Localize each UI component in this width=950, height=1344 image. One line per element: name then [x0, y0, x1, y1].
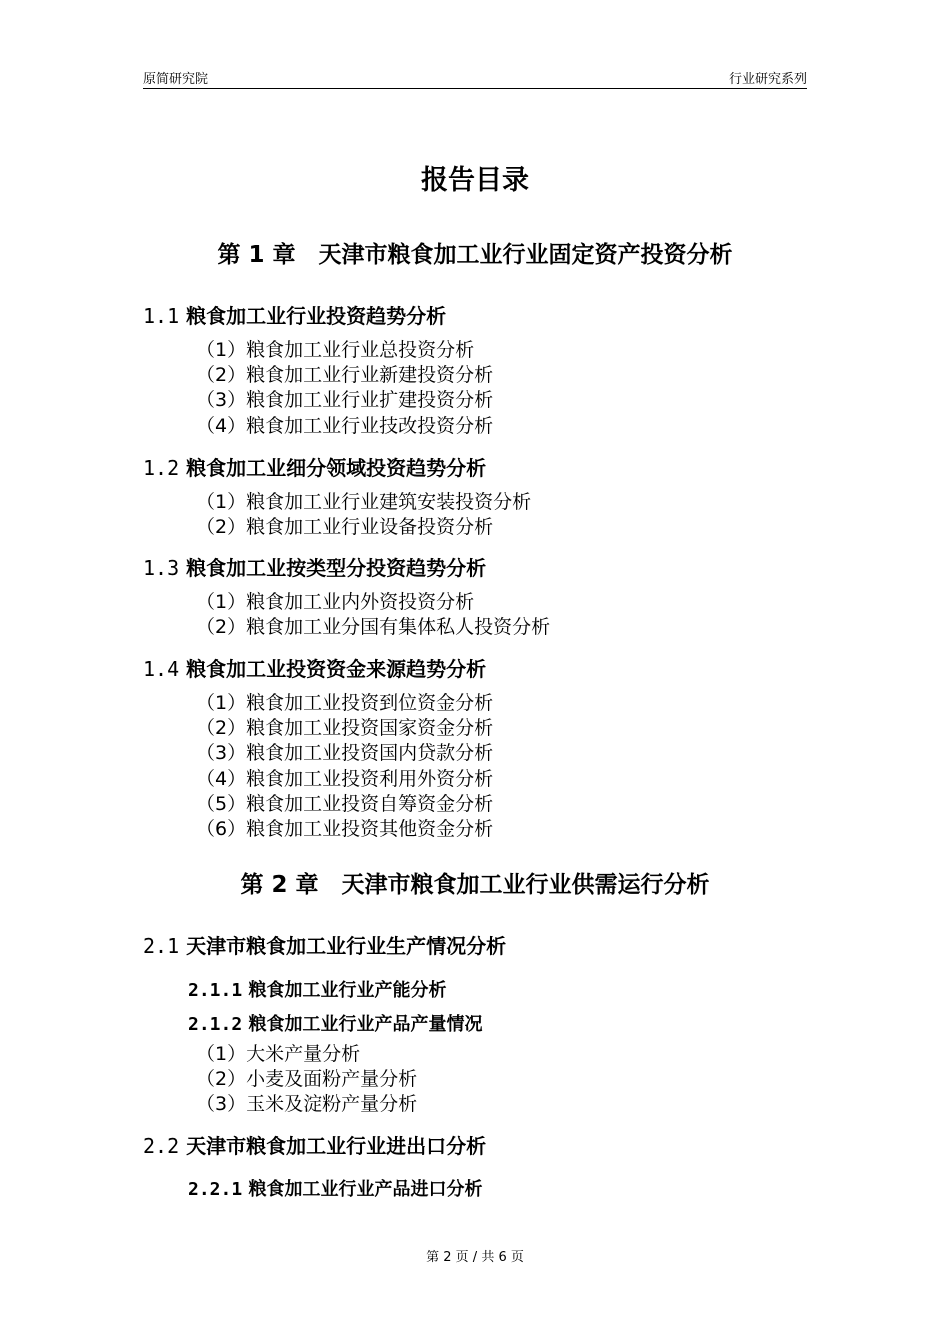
list-item: （1）大米产量分析	[196, 1043, 361, 1065]
section-title: 天津市粮食加工业行业生产情况分析	[186, 934, 507, 958]
section-2-2-heading	[143, 1130, 486, 1159]
report-contents-title: 报告目录	[421, 165, 529, 196]
list-item: （4）粮食加工业投资利用外资分析	[196, 767, 494, 790]
list-item: （2）粮食加工业行业新建投资分析	[196, 364, 494, 387]
list-item: （2）粮食加工业投资国家资金分析	[196, 717, 494, 740]
chapter-2-title: 天津市粮食加工业行业供需运行分析	[341, 872, 710, 898]
section-title: 天津市粮食加工业行业进出口分析	[186, 1134, 487, 1158]
chapter-1-heading	[0, 236, 950, 269]
subsection-number: 2.2.1	[188, 1179, 243, 1200]
chapter-1-title: 天津市粮食加工业行业固定资产投资分析	[318, 242, 733, 268]
list-item: （3）玉米及淀粉产量分析	[196, 1093, 418, 1116]
section-number: 2.1	[143, 934, 180, 958]
list-item: （2）粮食加工业分国有集体私人投资分析	[196, 616, 551, 639]
section-1-3-items	[196, 590, 550, 640]
list-item: （3）粮食加工业行业扩建投资分析	[196, 389, 494, 412]
list-item: （1）粮食加工业内外资投资分析	[196, 591, 475, 613]
section-1-1-heading	[143, 300, 446, 329]
list-item: （6）粮食加工业投资其他资金分析	[196, 818, 494, 841]
section-1-4-heading	[143, 653, 486, 682]
section-title: 粮食加工业细分领域投资趋势分析	[186, 456, 487, 480]
section-title: 粮食加工业投资资金来源趋势分析	[186, 657, 487, 681]
subsection-title: 粮食加工业行业产能分析	[248, 980, 447, 1001]
section-2-1-heading	[143, 930, 506, 959]
list-item: （2）小麦及面粉产量分析	[196, 1068, 418, 1091]
list-item: （5）粮食加工业投资自筹资金分析	[196, 792, 494, 815]
section-1-2-heading	[143, 452, 486, 481]
section-1-1-items	[196, 338, 493, 439]
subsection-2-1-2-heading	[188, 1010, 482, 1036]
subsection-number: 2.1.1	[188, 980, 243, 1001]
page-header	[143, 68, 807, 89]
subsection-title: 粮食加工业行业产品产量情况	[248, 1014, 483, 1035]
section-number: 1.4	[143, 657, 180, 681]
list-item: （1）粮食加工业行业建筑安装投资分析	[196, 491, 532, 513]
header-org: 原简研究院	[143, 72, 209, 87]
section-number: 1.1	[143, 304, 180, 328]
subsection-title: 粮食加工业行业产品进口分析	[248, 1179, 483, 1200]
section-number: 1.3	[143, 556, 180, 580]
subsection-number: 2.1.2	[188, 1014, 243, 1035]
subsection-2-1-2-items	[196, 1042, 417, 1118]
header-series: 行业研究系列	[728, 72, 807, 87]
section-1-4-items	[196, 691, 493, 842]
chapter-1-label: 第 1 章	[217, 242, 296, 268]
list-item: （3）粮食加工业投资国内贷款分析	[196, 742, 494, 765]
subsection-2-1-1-heading	[188, 976, 446, 1002]
page-footer: 第 2 页 / 共 6 页	[426, 1250, 524, 1265]
list-item: （4）粮食加工业行业技改投资分析	[196, 414, 494, 437]
section-number: 2.2	[143, 1134, 180, 1158]
chapter-2-label: 第 2 章	[240, 872, 319, 898]
section-number: 1.2	[143, 456, 180, 480]
section-title: 粮食加工业按类型分投资趋势分析	[186, 556, 487, 580]
chapter-2-heading	[0, 866, 950, 899]
section-title: 粮食加工业行业投资趋势分析	[186, 304, 447, 328]
subsection-2-2-1-heading	[188, 1175, 482, 1201]
list-item: （1）粮食加工业投资到位资金分析	[196, 692, 494, 714]
list-item: （2）粮食加工业行业设备投资分析	[196, 516, 494, 539]
list-item: （1）粮食加工业行业总投资分析	[196, 339, 475, 361]
section-1-2-items	[196, 490, 531, 540]
section-1-3-heading	[143, 552, 486, 581]
